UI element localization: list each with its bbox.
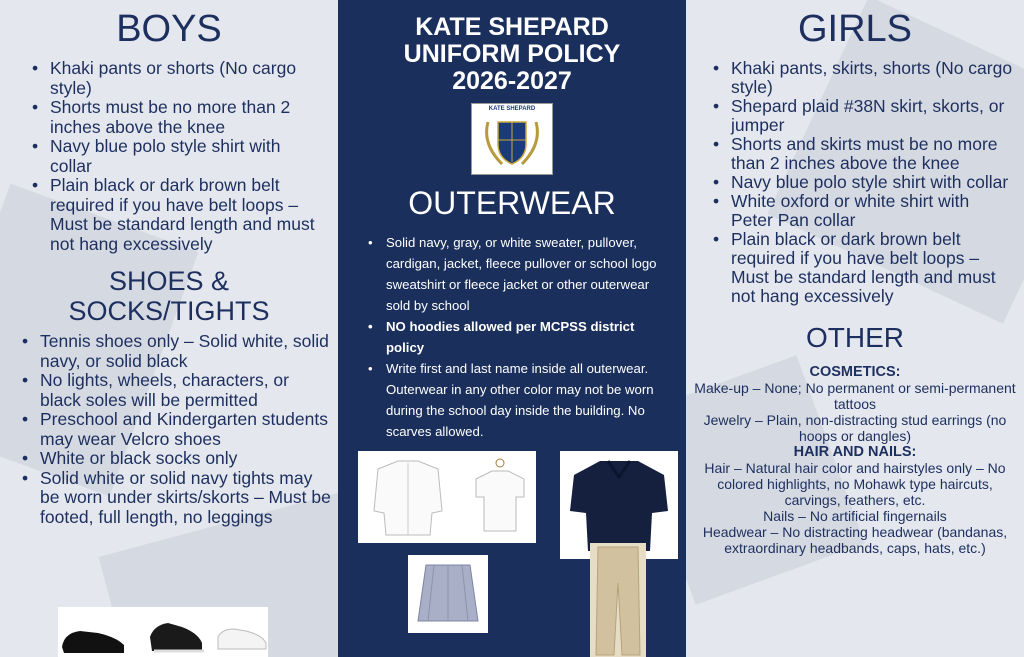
list-item: • Write first and last name inside all outerwear. Outerwear in any other color may not be worn during the school day inside the building. No scarves allowed. (368, 358, 664, 442)
white-shirts-photo (358, 451, 536, 543)
list-item: • Navy blue polo style shirt with collar (32, 137, 326, 176)
list-item: • No lights, wheels, characters, or black soles will be permitted (22, 371, 332, 410)
policy-title-line3: 2026-2027 (452, 67, 572, 95)
pants-illustration (590, 543, 646, 657)
boys-title: BOYS (116, 8, 222, 50)
list-item: • White oxford or white shirt with Peter Pan collar (713, 192, 1014, 230)
girls-list (713, 59, 1014, 306)
hair-nails-heading: HAIR AND NAILS: (793, 444, 917, 460)
list-item: • Navy blue polo style shirt with collar (713, 173, 1014, 192)
skirt-illustration (408, 555, 488, 633)
crest-text: KATE SHEPARD (488, 106, 536, 112)
list-item: • Preschool and Kindergarten students may wear Velcro shoes (22, 410, 332, 449)
shoes-title (0, 266, 338, 326)
makeup-rule: Make-up – None; No permanent or semi-permanent tattoos (694, 380, 1016, 412)
list-item: • Shorts must be no more than 2 inches above the knee (32, 98, 326, 137)
boys-list (32, 59, 326, 254)
crest-icon (472, 104, 552, 174)
cosmetics-heading: COSMETICS: (809, 364, 901, 380)
school-crest-logo (471, 103, 553, 175)
jewelry-rule: Jewelry – Plain, non-distracting stud earrings (no hoops or dangles) (703, 412, 1007, 444)
shoes-illustration (58, 607, 268, 657)
other-section (694, 364, 1016, 556)
plaid-skirt-photo (408, 555, 488, 633)
shoes-title-line1: SHOES & (108, 266, 230, 296)
list-item: • Khaki pants or shorts (No cargo style) (32, 59, 326, 98)
outerwear-title: OUTERWEAR (408, 185, 616, 221)
list-item: • Shorts and skirts must be no more than 2 inches above the knee (713, 135, 1014, 173)
shoes-title-line2: SOCKS/TIGHTS (68, 296, 270, 326)
list-item: • Khaki pants, skirts, shorts (No cargo style) (713, 59, 1014, 97)
policy-title-line1: KATE SHEPARD (415, 13, 609, 41)
shoes-list (22, 332, 332, 527)
khaki-pants-photo (590, 543, 646, 657)
list-item: • Solid white or solid navy tights may be worn under skirts/skorts – Must be footed, full length, no leggings (22, 469, 332, 528)
boys-panel (0, 0, 338, 657)
list-item: • Solid navy, gray, or white sweater, pullover, cardigan, jacket, fleece pullover or school logo sweatshirt or fleece jacket or other outerwear sold by school (368, 232, 664, 316)
outerwear-panel (338, 0, 686, 657)
outerwear-list (368, 232, 664, 442)
other-title: OTHER (806, 322, 904, 353)
hair-rule: Hair – Natural hair color and hairstyles only – No colored highlights, no Mohawk type haircuts, carvings, feathers, etc. (704, 460, 1006, 508)
headwear-rule: Headwear – No distracting headwear (bandanas, extraordinary headbands, caps, hats, etc.) (702, 524, 1008, 556)
nails-rule: Nails – No artificial fingernails (763, 508, 947, 524)
list-item: • Shepard plaid #38N skirt, skorts, or jumper (713, 97, 1014, 135)
shoes-photo (58, 607, 268, 657)
list-item: • White or black socks only (22, 449, 332, 469)
list-item: • Plain black or dark brown belt required if you have belt loops – Must be standard length and must not hang excessively (713, 230, 1014, 306)
policy-title-line2: UNIFORM POLICY (403, 40, 621, 68)
girls-panel (686, 0, 1024, 657)
list-item: • NO hoodies allowed per MCPSS district policy (368, 316, 664, 358)
list-item: • Plain black or dark brown belt required if you have belt loops – Must be standard length and must not hang excessively (32, 176, 326, 254)
list-item: • Tennis shoes only – Solid white, solid navy, or solid black (22, 332, 332, 371)
policy-title (338, 14, 686, 95)
shirt-illustration (358, 451, 536, 543)
girls-title: GIRLS (797, 8, 913, 50)
